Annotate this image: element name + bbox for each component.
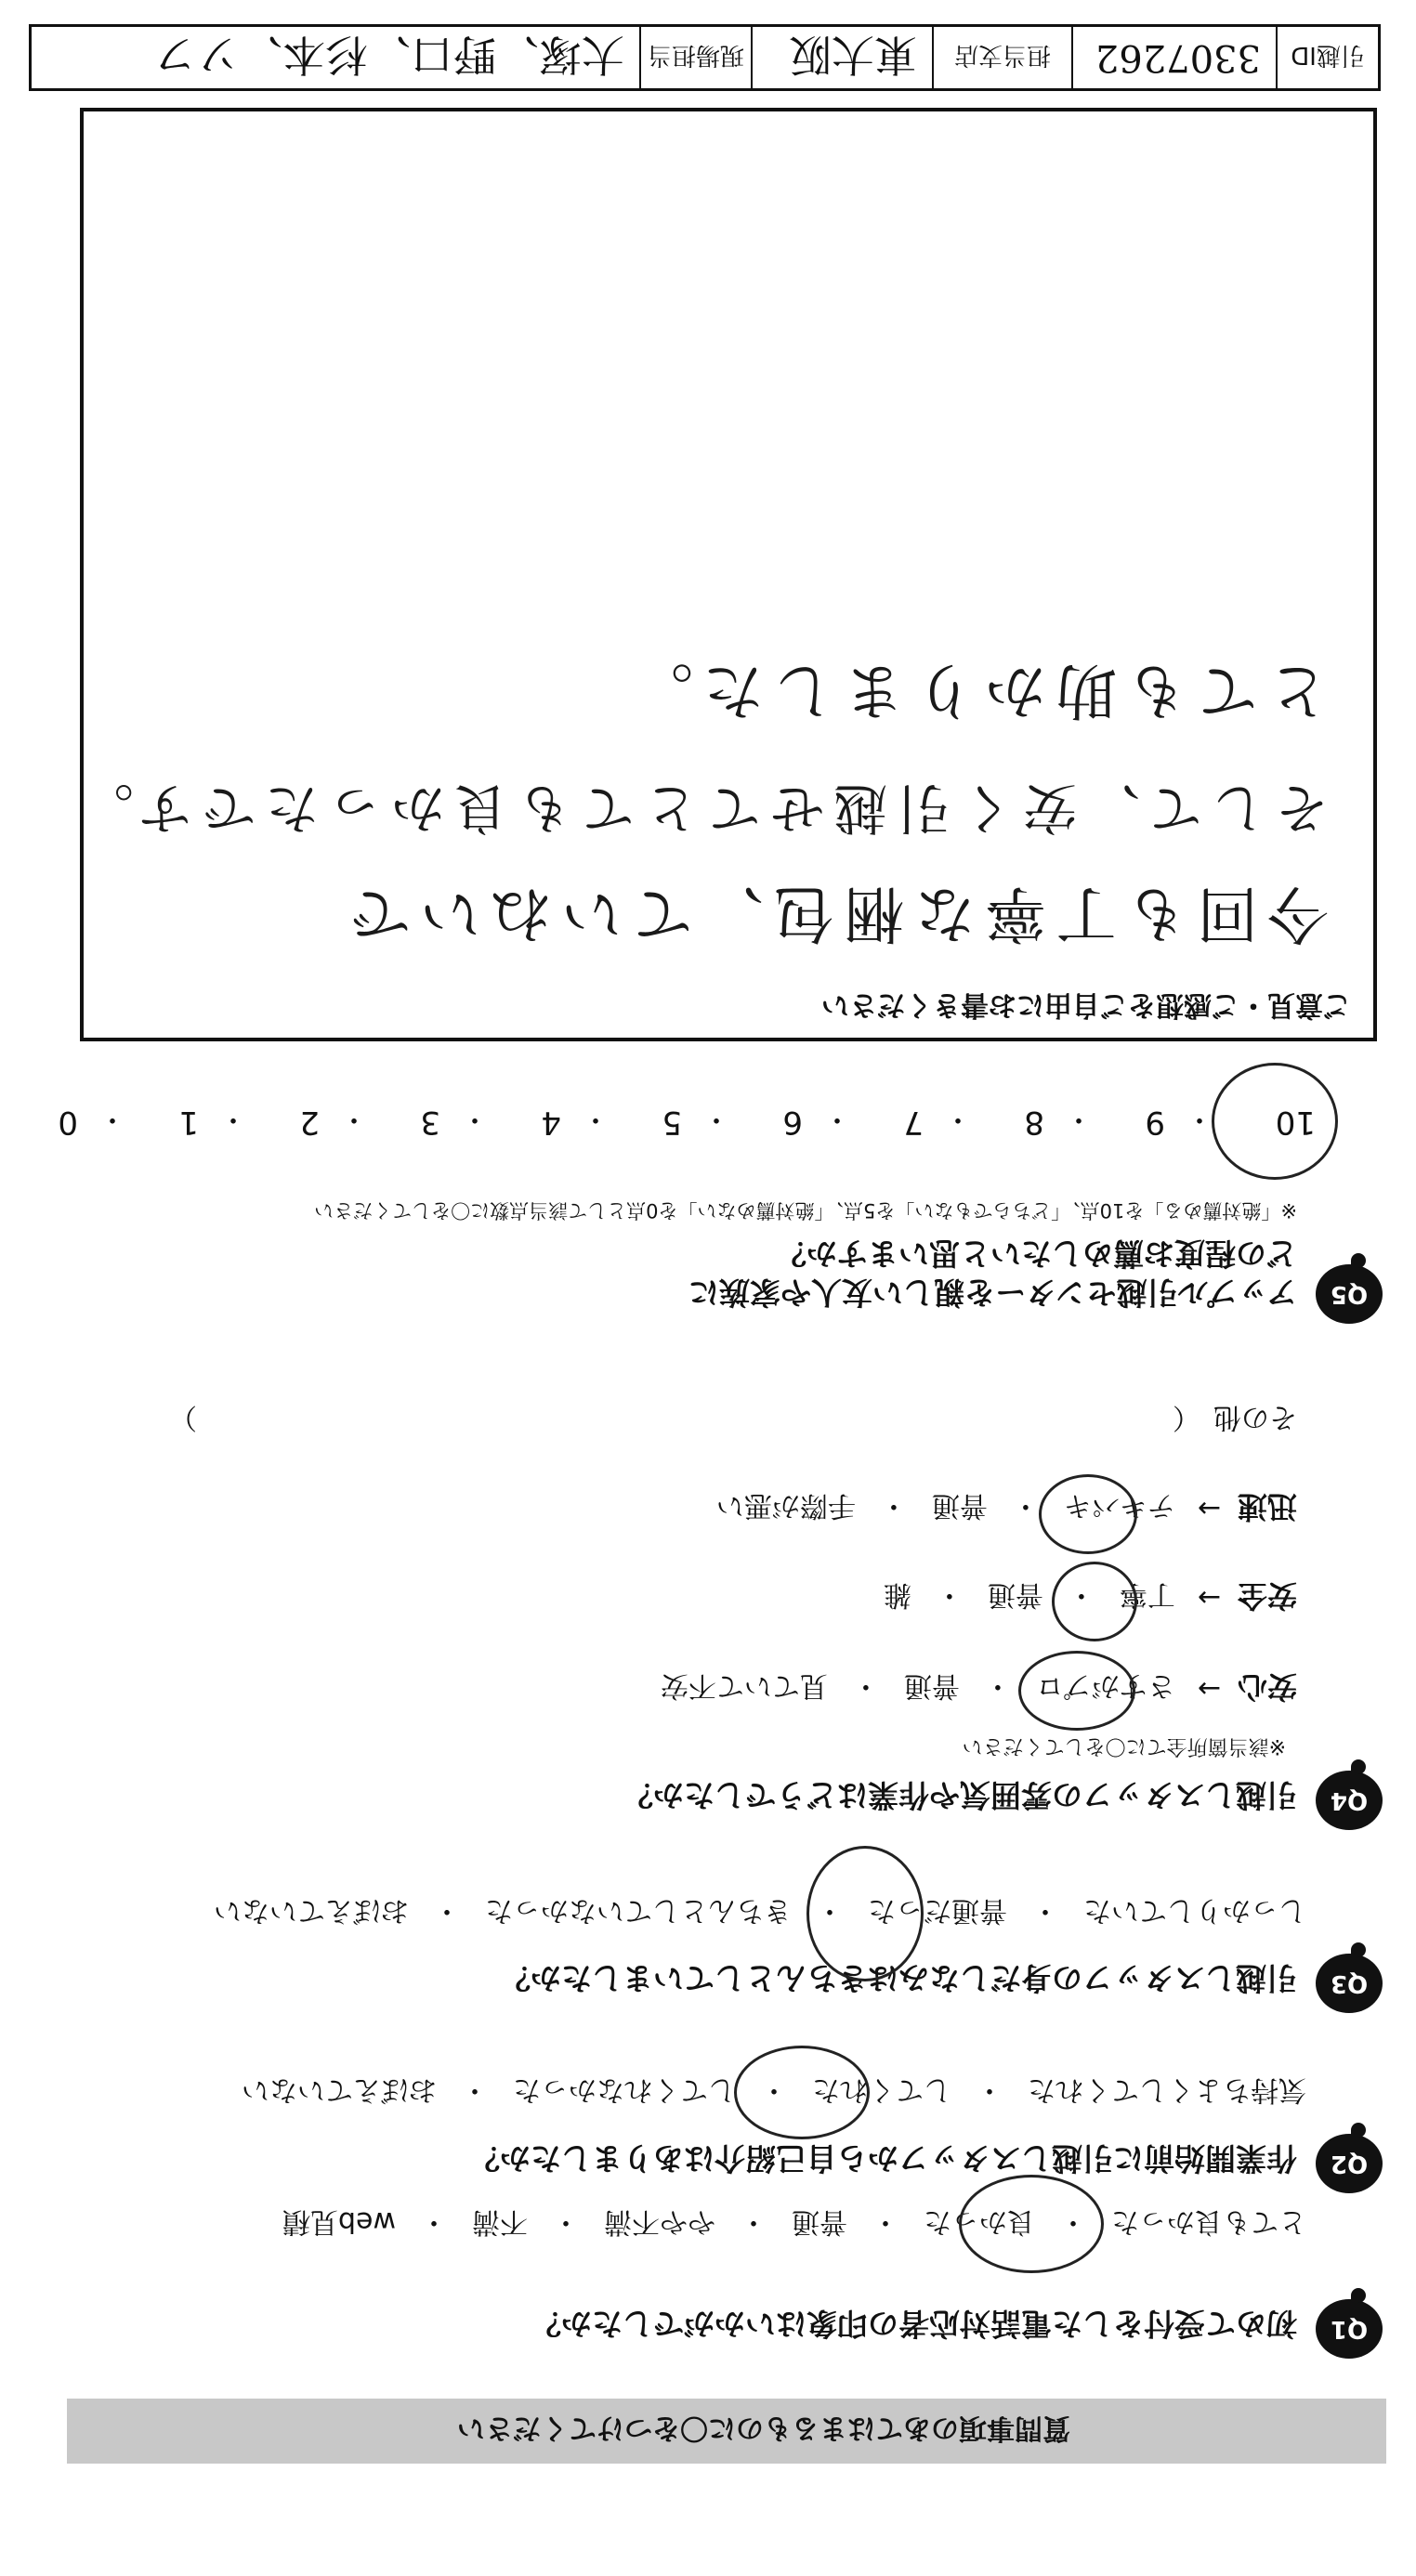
q1-option[interactable]: とても良かった bbox=[1111, 2205, 1306, 2238]
q1-option[interactable]: 良かった bbox=[924, 2205, 1035, 2238]
q4-other-close: ） bbox=[169, 1401, 197, 1433]
q5-scale-option[interactable]: 4 bbox=[541, 1104, 561, 1141]
branch-value: 東大阪 bbox=[751, 27, 932, 88]
q4-row-label: 安全 bbox=[1237, 1578, 1297, 1614]
scale-dot: ・ bbox=[461, 1103, 489, 1135]
q1-answer-circle bbox=[959, 2175, 1104, 2273]
q4-other-open: （ bbox=[1173, 1401, 1200, 1433]
q5-answer-circle bbox=[1212, 1063, 1338, 1180]
q2-answer-circle bbox=[734, 2046, 870, 2139]
q2-option[interactable]: してくれた bbox=[812, 2073, 951, 2106]
scale-dot: ・ bbox=[702, 1103, 730, 1135]
staff-value: 大塚、野口、杉本、ソフ bbox=[154, 30, 624, 80]
comment-box[interactable] bbox=[70, 108, 1377, 1041]
q4-row-anzen: 安全 → 丁寧 ・ 普通 ・ 雑 bbox=[884, 1576, 1297, 1619]
q4-title: 引越しスタッフの雰囲気や作業はどうでしたか？ bbox=[623, 1777, 1297, 1813]
id-table bbox=[29, 24, 1381, 91]
instructions-text: 質問事項のあてはまるものに〇をつけてください bbox=[457, 2412, 1070, 2444]
q5-scale-option[interactable]: 9 bbox=[1145, 1104, 1165, 1141]
q4-row-label: 安心 bbox=[1237, 1669, 1297, 1705]
q4-option[interactable]: 雑 bbox=[883, 1578, 911, 1611]
q5-scale-option[interactable]: 1 bbox=[178, 1104, 199, 1141]
arrow-icon: → bbox=[1197, 1492, 1221, 1525]
q4-option[interactable]: 普通 bbox=[987, 1578, 1043, 1611]
q4-option[interactable]: さすがプロ bbox=[1035, 1669, 1175, 1702]
q4-option[interactable]: 丁寧 bbox=[1119, 1578, 1175, 1611]
scale-dot: ・ bbox=[1186, 1103, 1213, 1135]
handwritten-comment-line: そして、安く引越せてとても良かったです。 bbox=[70, 777, 1329, 840]
scale-dot: ・ bbox=[219, 1103, 247, 1135]
q3-title: 引越しスタッフの身だしなみはきちんとしていましたか？ bbox=[500, 1960, 1297, 1996]
q4-option[interactable]: 普通 bbox=[903, 1669, 960, 1702]
handwritten-comment-line: 今回も丁寧な梱包、ていねいで bbox=[340, 878, 1329, 949]
q4-row-jinsoku: 迅速 → テキパキ ・ 普通 ・ 手際が悪い bbox=[716, 1487, 1297, 1530]
q3-badge: Q3 bbox=[1316, 1954, 1383, 2013]
q3-option[interactable]: しっかりしていた bbox=[1083, 1894, 1306, 1927]
q1-options: とても良かった ・ 良かった ・ 普通 ・ やや不満 ・ 不満 ・ web見積 bbox=[282, 2204, 1306, 2245]
q2-option[interactable]: 気持ちよくしてくれた bbox=[1028, 2073, 1306, 2106]
q4-badge: Q4 bbox=[1316, 1771, 1383, 1830]
arrow-icon: → bbox=[1197, 1581, 1221, 1615]
q4-anzen-answer-circle bbox=[1052, 1562, 1137, 1641]
q5-title-line2: どの程度お薦めしたいと思いますか？ bbox=[776, 1236, 1297, 1272]
q5-note: ※「絶対薦める」を10点、「どちらでもない」を5点、「絶対薦めない」を0点として該当点数に〇をしてください bbox=[314, 1199, 1297, 1222]
q2-option[interactable]: おぼえていない bbox=[242, 2073, 437, 2106]
q3-answer-circle bbox=[806, 1846, 924, 1981]
q5-scale-option[interactable]: 7 bbox=[903, 1104, 924, 1141]
q1-option[interactable]: やや不満 bbox=[604, 2205, 715, 2238]
q2-badge: Q2 bbox=[1316, 2134, 1383, 2193]
q4-other-row bbox=[52, 1400, 1297, 1441]
comment-title: ご意見・ご感想をご自由にお書きください bbox=[821, 988, 1351, 1021]
scale-dot: ・ bbox=[1065, 1103, 1093, 1135]
q4-jinsoku-answer-circle bbox=[1039, 1474, 1137, 1554]
q4-option[interactable]: 手際が悪い bbox=[715, 1489, 856, 1522]
q3-option[interactable]: おぼえていない bbox=[214, 1894, 409, 1927]
scale-dot: ・ bbox=[98, 1103, 126, 1135]
branch-label: 担当支店 bbox=[932, 27, 1071, 88]
q5-scale-option[interactable]: 6 bbox=[782, 1104, 803, 1141]
q5-title-line1: アップル引越センターを親しい友人や家族に bbox=[688, 1275, 1297, 1311]
instructions-header bbox=[67, 2399, 1386, 2464]
q5-scale-option[interactable]: 5 bbox=[662, 1104, 682, 1141]
q2-title: 作業開始前に引越しスタッフから自己紹介はありましたか？ bbox=[469, 2140, 1297, 2177]
q3-options: しっかりしていた ・ 普通だった ・ きちんとしていなかった ・ おぼえていない bbox=[214, 1893, 1306, 1934]
q1-title: 初めて受付をした電話対応者の印象はいかがでしたか？ bbox=[531, 2306, 1297, 2342]
q1-option[interactable]: 普通 bbox=[792, 2205, 847, 2238]
staff-label: 現場担当 bbox=[639, 27, 751, 88]
q5-scale-option[interactable]: 10 bbox=[1275, 1104, 1316, 1141]
q4-anshin-answer-circle bbox=[1018, 1651, 1135, 1731]
q4-option[interactable]: 見ていて不安 bbox=[660, 1669, 828, 1702]
q4-option[interactable]: 普通 bbox=[931, 1489, 988, 1522]
q1-option[interactable]: 不満 bbox=[472, 2205, 528, 2238]
q5-badge: Q5 bbox=[1316, 1264, 1383, 1324]
q4-row-label: 迅速 bbox=[1237, 1489, 1297, 1524]
scale-dot: ・ bbox=[340, 1103, 368, 1135]
q5-scale-option[interactable]: 3 bbox=[420, 1104, 440, 1141]
q5-scale-option[interactable]: 8 bbox=[1024, 1104, 1044, 1141]
q2-option[interactable]: してくれなかった bbox=[513, 2073, 736, 2106]
handwritten-comment-line: とても助かりました。 bbox=[623, 655, 1329, 726]
q1-badge: Q1 bbox=[1316, 2299, 1383, 2359]
q4-other-label: その他 bbox=[1213, 1401, 1297, 1433]
arrow-icon: → bbox=[1197, 1672, 1221, 1706]
scale-dot: ・ bbox=[582, 1103, 610, 1135]
q3-option[interactable]: 普通だった bbox=[868, 1894, 1007, 1927]
q5-scale-option[interactable]: 0 bbox=[58, 1104, 78, 1141]
scale-dot: ・ bbox=[823, 1103, 851, 1135]
q3-option[interactable]: きちんとしていなかった bbox=[485, 1894, 792, 1927]
q1-option[interactable]: web見積 bbox=[282, 2205, 396, 2238]
q5-scale-option[interactable]: 2 bbox=[299, 1104, 320, 1141]
id-value: 3307262 bbox=[1071, 27, 1276, 88]
scale-dot: ・ bbox=[944, 1103, 972, 1135]
q2-options: 気持ちよくしてくれた ・ してくれた ・ してくれなかった ・ おぼえていない bbox=[242, 2073, 1306, 2113]
q4-note: ※該当箇所全てに〇をしてください bbox=[962, 1734, 1286, 1758]
q4-option[interactable]: テキパキ bbox=[1063, 1489, 1175, 1522]
id-label: 引越ID bbox=[1276, 27, 1378, 88]
q4-row-anshin: 安心 → さすがプロ ・ 普通 ・ 見ていて不安 bbox=[661, 1667, 1297, 1710]
